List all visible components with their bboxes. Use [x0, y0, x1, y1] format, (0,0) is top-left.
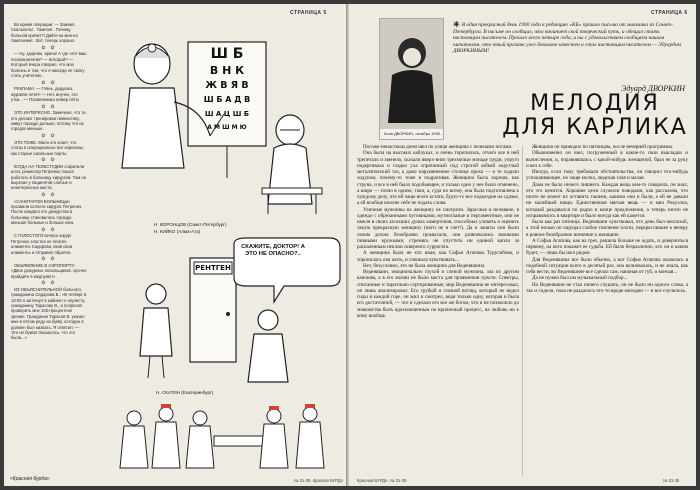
separator-ornament: ❂ ❂ — [41, 103, 57, 109]
cartoon-eye-doctor — [92, 18, 342, 218]
story-paragraph: Была как раз пятница. Веденяшин чувствовал, что день был неплохой, а этой ночью он ощущал слабое томление плоти, перераставшее к вечеру в ровное безобразное влечение к женщине. — [526, 219, 688, 238]
joke-paragraph: — Ну, здорово, врачи! А где этот ваш психоаналитик? — Который? — Который вчера говорил, что моя болезнь в том, что я никогда не смогу стать учителем... — [11, 51, 87, 79]
intro-text — [453, 22, 685, 55]
separator-ornament: ❂ ❂ — [41, 226, 57, 232]
title-line-1: МЕЛОДИЯ — [530, 91, 660, 116]
separator-ornament: ❂ ❂ — [41, 133, 57, 139]
story-paragraph: Женщина он приводил по пятницам, после вечерней программы. — [532, 144, 674, 150]
eye-chart-row: В Н К — [209, 64, 245, 77]
story-column-2 — [526, 144, 688, 476]
joke-paragraph: ИЗ ОБЪЯСНИТЕЛЬНОЙ больного, гражданина Сидорова В.: «В четверг в 13:00 я заглянул в кабинет к окулисту, гражданину Тарасову В., и попросил проверить мне 100-процентное зрение. Гражданин Тарасов В. указал мне в пятом ряду на букву, которую я должен был назвать. Я ответил: — Это не буква! Оказалось, что это была...» — [11, 286, 87, 341]
right-footer-right: № 31-35 — [663, 478, 680, 483]
joke-paragraph: ОБЪЯВЛЕНИЕ В АЭРОПОРТУ: «Двое дежурных носильщиков, срочно пройдите в медпункт!» — [11, 262, 87, 279]
child-photo — [379, 18, 444, 140]
story-paragraph: Уличные мужчины на женщину не смотрели. Зарослые и неловкие, в одежде с обрезанными пуговицами, мутноглазые и пергаментные, они не имели в своих засохших душах камертонов, способных уловить и оценить такую прекрасную женщину (ноги не в счет!). Да и заняты они были своим делом: безобразно громыхали, они развлекались звонкими пивными кружками, стремясь не упустить ни единой капли за раскаленным пеклом скверного суррогата. — [357, 206, 519, 250]
cartoon1-artist-caption-2: Н. КИЙКО (Алма-Ата) — [154, 229, 201, 234]
joke-paragraph: С ГОЛОСТОГО вечера хирург Петренко злостно не платил алименты Сидорова, взяв свои алименты и отправил обратно. — [11, 233, 73, 255]
cartoon-doctors-procession — [114, 396, 342, 476]
story-column-1 — [357, 144, 519, 476]
author-name: Эдуард ДВОРКИН — [621, 84, 685, 93]
column-rule — [522, 146, 523, 476]
joke-paragraph: КОГДА НА ТЕЛЕСТУДИИ сократили штат, режиссёр Петренко пошел работать в больницу хирургом. Там он вырезал у пациентов слабые и неинтересные места. — [11, 163, 87, 191]
separator-ornament: ❂ ❂ — [41, 280, 57, 286]
right-footer-left: Красная БУРДА. № 31-35 — [357, 478, 407, 483]
story-paragraph: Веденяшин, эмоционально глухой и слепой мужчина, зла по другим канонам, а в его жизни не было места для проявления чувств. Спектры, списанные и тщательно сортированные, мир Веденяшина не интересовал, он лишь анализировал. Его грубый и глазной взгляд, который не видел гиды в каждой горе, он жил и смотрел, видя только одну, которая и была его достаточной, — что и сделало его все же богом, что и не позволило до знакомства быть вдохновленным на приличный процесс, на любовь ни к кому вообще. — [357, 269, 519, 319]
story-paragraph: А женщина была не кто иная, как Софья Агапова Турусибова, и торопилась она жить, и спешила чувствовать... — [357, 250, 519, 263]
story-paragraph: Но Веденяшин не стал ничего слушать, он не было ни одного слова, а так и сидели, пока не раздалось что-то вроде мелодии — и все случилось. — [526, 281, 688, 294]
signoff: «Красная бурда» — [10, 476, 50, 482]
cartoon2-artist-caption: Н. СКАТИН (Екатеринбург) — [156, 390, 214, 395]
story-paragraph: Да не нужен был им музыкальный подбор... — [532, 275, 628, 282]
separator-ornament: ❂ ❂ — [41, 79, 57, 85]
jokes-column — [11, 22, 87, 480]
child-photo-image — [380, 19, 443, 129]
speech-bubble-text: СКАЖИТЕ, ДОКТОР! А ЭТО НЕ ОПАСНО?.. — [241, 244, 305, 257]
intro-paragraph: В один прекрасный день 1990 года в редакцию «КБ» пришло письмо от мальчика из Санкт-Петербурга. В письме он сообщал, что начинает свой творческий путь, и обещал стать настоящим писателем. Прошло всего четыре года, и вы с удовольствием сообщаем нашим читателям, что юный прозаик уже довольно известен и стал настоящим писателем — Эдуардом ДВОРКИНЫМ! — [453, 22, 681, 55]
eye-chart-row: Ш Б — [210, 46, 244, 62]
story-paragraph: Для Веденяшина все было обычно, а вот Софья Агапова оказалась в подобной ситуации всего в десятый раз, она волновалась, и не знала, как себя вести, во Веденяшине все сделал сам, начиная от губ, и кончая... — [526, 256, 688, 275]
story-paragraph: Дома не было ничего лишнего. Каждая вещь кем-то говорила, он знал, что это ценится. Хорошие цели служили поводами, как рассказом, что ничто не может их оставить такими, какими они и были, а ей не давали ни малейшей пищи. Единственная мягкая вещь — и мяч Рокуэлла, который раздавался по радио в конце предложения, а теперь ничто не исправлялось в квартире и было всегда как ей кажется. — [526, 181, 688, 219]
rentgen-sign: РЕНТГЕН — [195, 264, 231, 272]
story-paragraph: А Софья Агапова, как на грех, решила больше не ждать, и доверчиться первому, на кого покажет ее судьба. Ей было безразлично, кто он и каким будет, — лишь бы шел рядом. — [526, 237, 688, 257]
separator-ornament: ❂ ❂ — [41, 256, 57, 262]
story-paragraph: Погоже-ненастным днем шел по улице женщина с пеленами ногами. — [363, 144, 513, 150]
joke-paragraph: РЕКЛАМА: — Глянь, дедушка, журавли летят! — Нет, внучек, это утки... — Поликлиника номер пять! — [11, 86, 80, 103]
cartoon1-artist-caption: Н. ВОРОНЦОВ (Санкт-Петербург) — [154, 222, 227, 227]
separator-ornament: ❂ ❂ — [41, 157, 57, 163]
right-page — [349, 4, 696, 486]
separator-ornament: ❂ ❂ — [41, 192, 57, 198]
left-page — [4, 4, 347, 486]
title-line-2: ДЛЯ КАРЛИКА — [502, 115, 688, 140]
joke-paragraph: ЭТО ТОЖЕ. Мало кто знает, что столы в операционных все изрезаны, как старые школьные парты. — [11, 139, 85, 156]
left-running-head: СТРАНИЦА 5 — [290, 10, 327, 16]
separator-ornament: ❂ ❂ — [41, 45, 57, 51]
eye-chart-row: Ж В Я В — [205, 80, 249, 91]
right-running-head: СТРАНИЦА 6 — [651, 10, 688, 16]
eye-chart-row: А М Ш М Ю — [207, 124, 247, 131]
left-footer: № 31-35. Красная БУРДА — [294, 478, 344, 483]
story-title — [499, 92, 691, 140]
story-paragraph: Обыкновенно он шел, погруженный в какие-то свои выкладки и вычисления, и, поравнявшись с какой-нибудь женщиной, брал ее за руку и вел к себе. — [526, 150, 688, 169]
joke-paragraph: Во время операции: — Зажим!.. Скальпель!.. Тампон!.. Почему больной кричит?! Дайте-ка мне-ка тампончик!.. Вот, теперь хорошо. — [11, 22, 78, 44]
joke-paragraph: «САНИТАРОМ БОЛЬНИЦЫ» прозвали коллеги хирурга Петренко. После каждого его дежурства в больнице становилось гораздо меньше больных и больше коек. — [11, 198, 83, 226]
eye-chart-row: Ш Б А Д В — [203, 95, 251, 104]
asterisk-ornament: ✳ — [453, 20, 460, 29]
story-paragraph: Она была на высоких каблуках, и очень торопилась, отчего все в ней трепетало и звенело, сказали вверх-вниз трехмилые монаде груди, упруго подергивала и гладко уха спрятанный под строгой юбкой округлый металлический таз, а даже нарумяненное столице прохо — и те ходили ходуном, почему-то тоже в подрагивая. Женщина была хороша, как струна, и все в ней было подобающее, и только одно у нее было отменено, а шире — точно в одном, таки, а, суда по всему, она была подготовлена к чуждому делу, что ей чаще всего кстати, будто-то все подъездне на сдачке, а ей вообще вполне себе не подать слова. — [357, 150, 519, 207]
story-paragraph: Нет, безусловно, это не была женщина для Веденяшина. — [363, 262, 486, 269]
story-paragraph: Иногда, если тому требовали обстоятельства, он говорил что-нибудь успокаивающее, но чаще молча, людская злая и малая. — [526, 169, 688, 182]
photo-caption: Коля ДВОРКИН, октябрь 1990. — [384, 131, 442, 136]
joke-paragraph: ЭТО ИНТЕРЕСНО. Замечено, что те, кто делают тренировки гимнастику, живут гораздо дольше, потому что их городок меньше. — [11, 110, 87, 132]
eye-chart-row: Ш А Ц Ш Б — [204, 110, 250, 118]
